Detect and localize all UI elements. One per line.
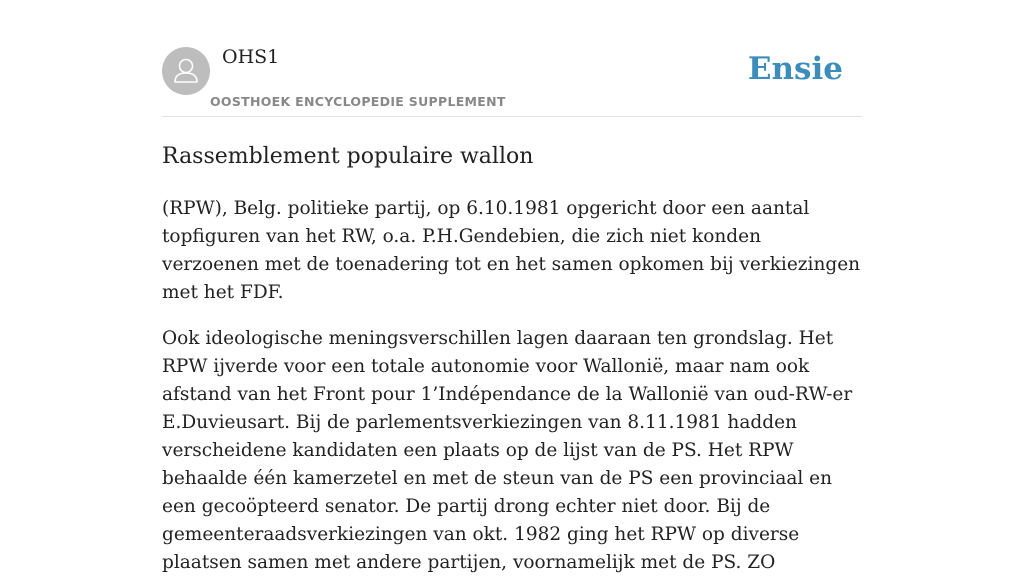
article-header — [162, 0, 862, 117]
author-name[interactable]: OHS1 — [222, 46, 280, 68]
article-paragraph-1: (RPW), Belg. politieke partij, op 6.10.1981 opgericht door een aantal topfiguren van het RW, o.a. P.H.Gendebien, die zich niet konden verzoenen met de toenadering tot en het samen opkomen bij verkiezingen met het FDF. — [162, 198, 861, 303]
user-icon — [162, 47, 210, 95]
brand-logo[interactable]: Ensie — [747, 51, 843, 87]
article-page — [162, 0, 862, 577]
article-paragraph-2: Ook ideologische meningsverschillen lagen daaraan ten grondslag. Het RPW ijverde voor een totale autonomie voor Wallonië, maar nam ook afstand van het Front pour 1’Indépendance de la Wallonië van oud-RW-er E.Duvieusart. Bij de parlementsverkiezingen van 8.11.1981 hadden verscheidene kandidaten een plaats op de lijst van de PS. Het RPW behaalde één kamerzetel en met de steun van de PS een provinciaal en een gecoöpteerd senator. De partij drong echter niet door. Bij de gemeenteraadsverkiezingen van okt. 1982 ging het RPW op diverse plaatsen samen met andere partijen, voornamelijk met de PS. ZO — [162, 328, 853, 573]
article-title: Rassemblement populaire wallon — [162, 144, 534, 169]
avatar[interactable] — [162, 47, 210, 95]
source-name[interactable]: OOSTHOEK ENCYCLOPEDIE SUPPLEMENT — [210, 94, 506, 109]
